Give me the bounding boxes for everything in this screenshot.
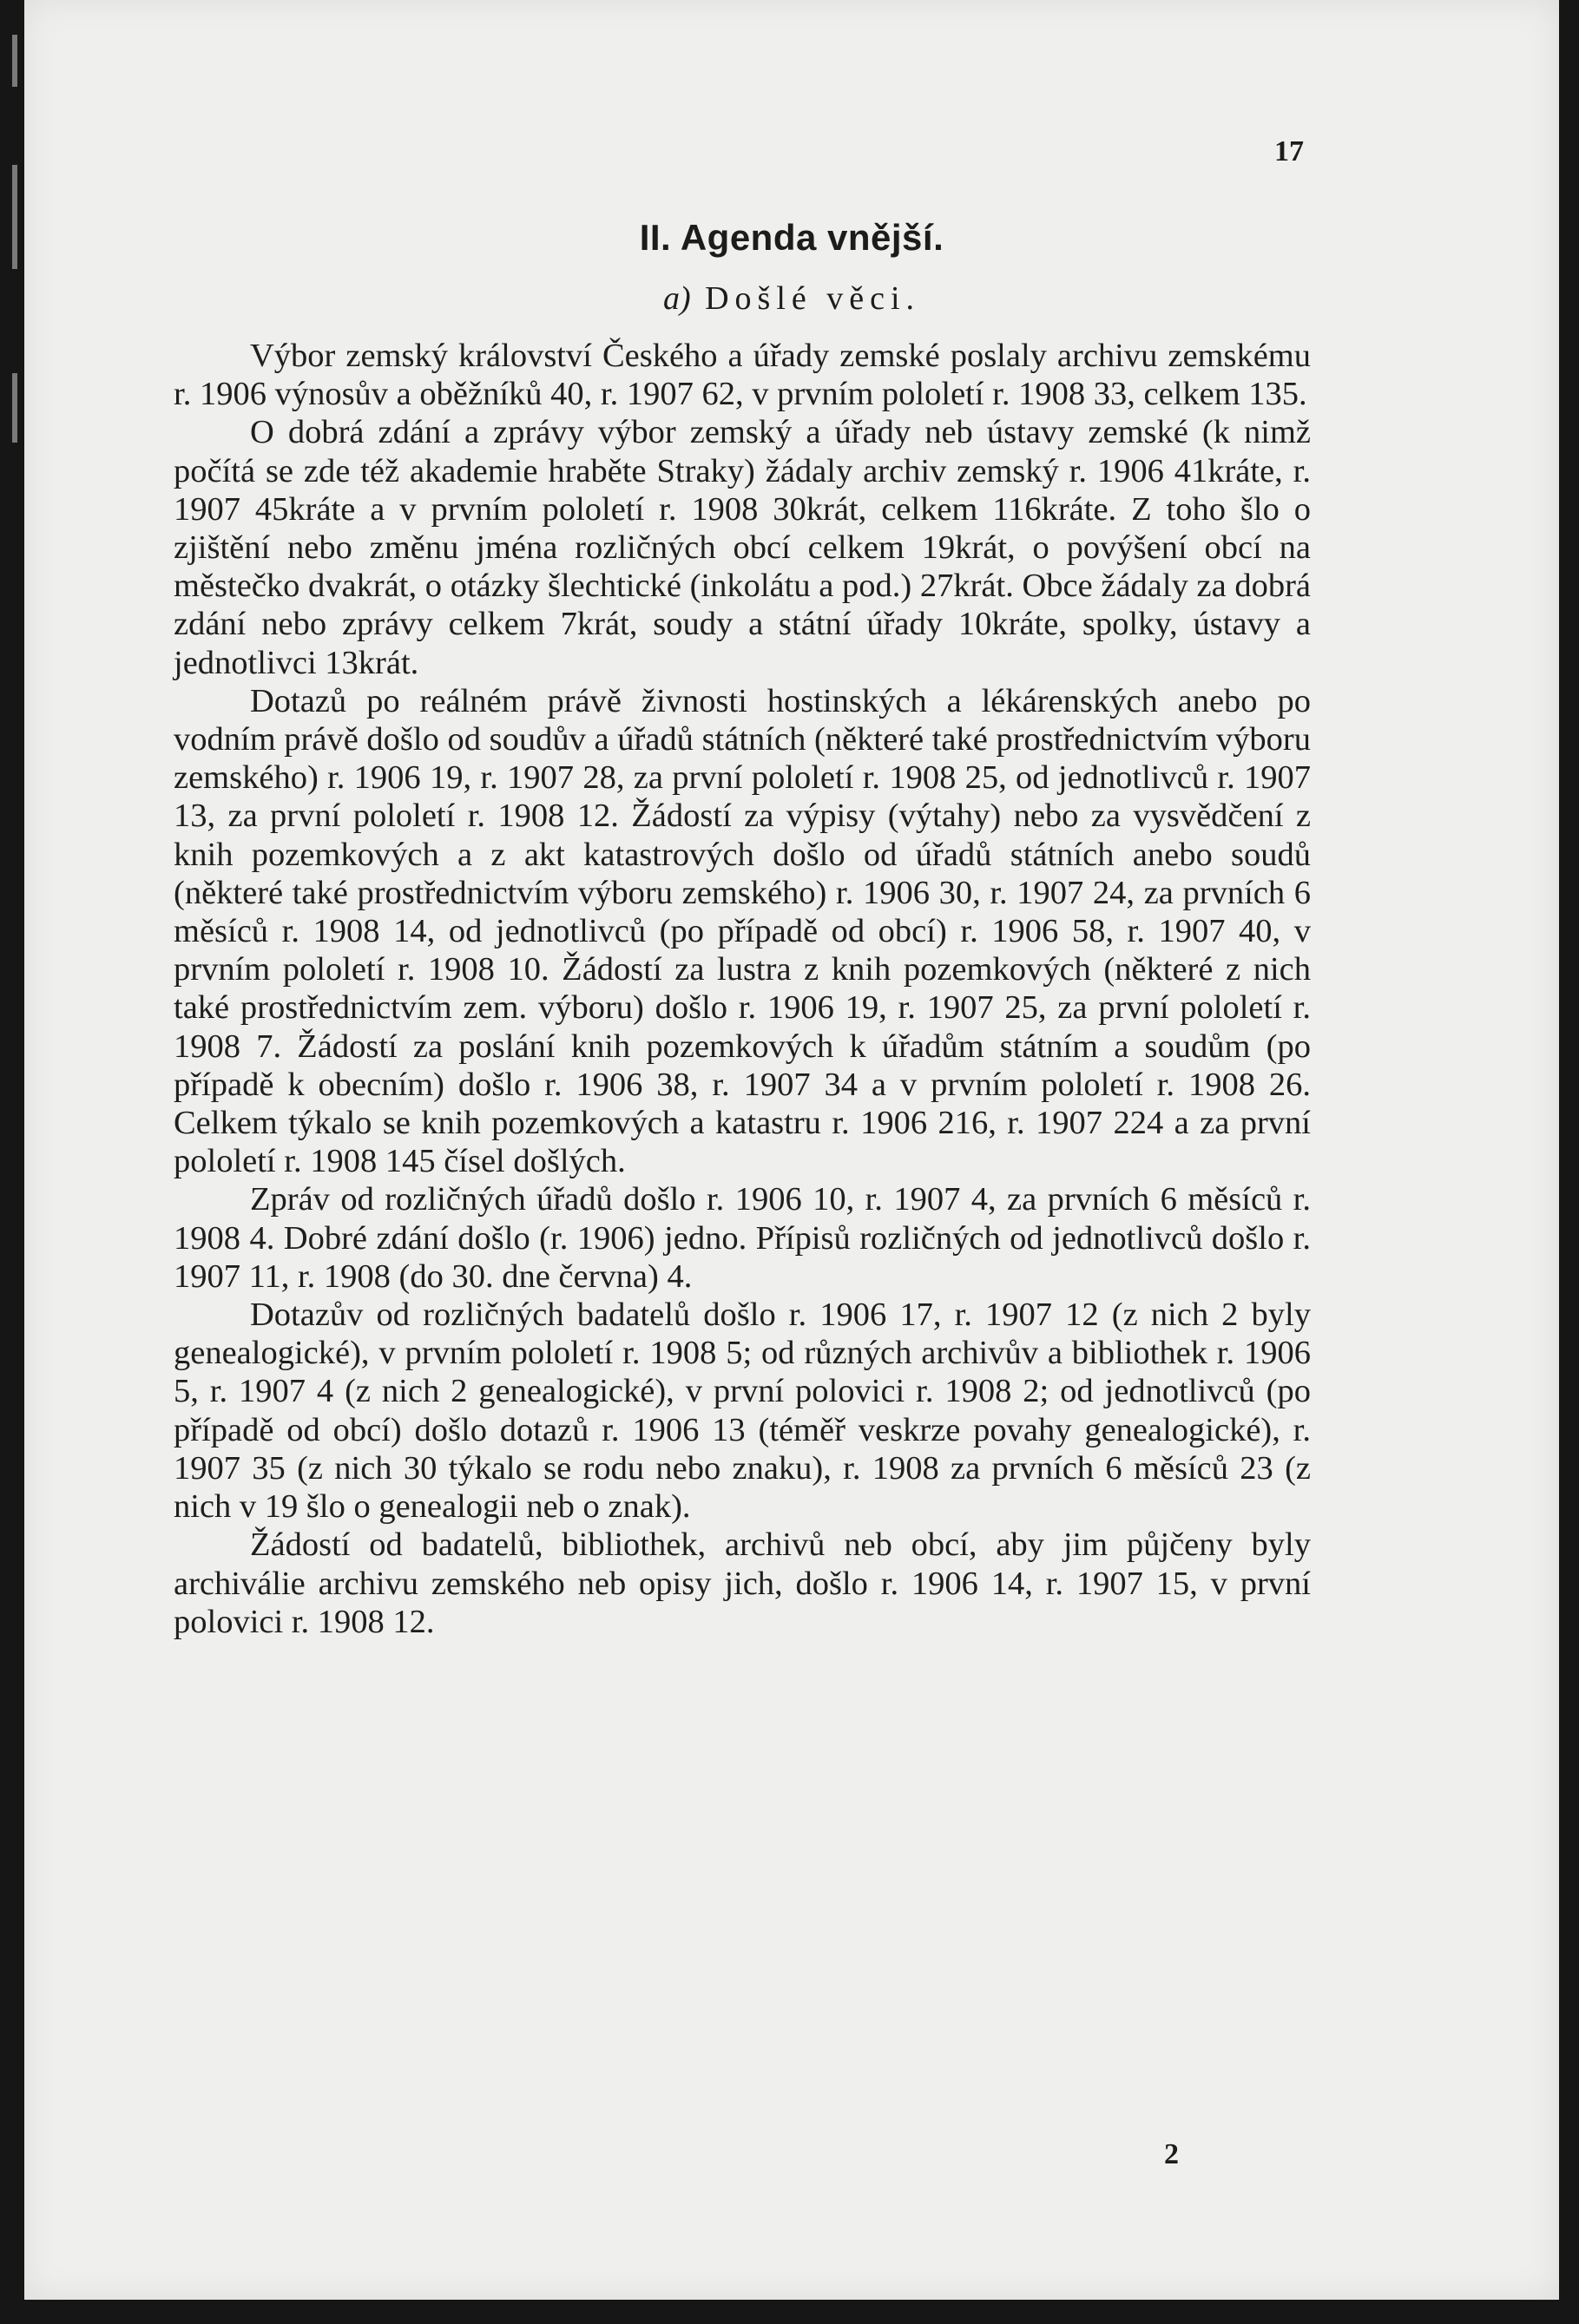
paragraph: Výbor zemský království Českého a úřady zemské poslaly archivu zemskému r. 1906 výnosův a oběžníků 40, r. 1907 62, v prvním pololetí r. 1908 33, celkem 135. <box>174 338 1311 413</box>
scan-edge-mark <box>12 165 17 269</box>
section-heading: II. Agenda vnější. <box>639 217 944 258</box>
paragraph: Zpráv od rozličných úřadů došlo r. 1906 10, r. 1907 4, za prvních 6 měsíců r. 1908 4. Dobré zdání došlo (r. 1906) jedno. Přípisů rozličných od jednotlivců došlo r. 1907 11, r. 1908 (do 30. dne června) 4. <box>174 1181 1311 1295</box>
page-number: 17 <box>1274 135 1304 167</box>
scan-edge-mark <box>12 373 17 443</box>
subsection-title: Došlé věci. <box>705 280 921 317</box>
signature-mark: 2 <box>1164 2138 1179 2170</box>
paragraph: O dobrá zdání a zprávy výbor zemský a úřady neb ústavy zemské (k nimž počítá se zde též akademie hraběte Straky) žádaly archiv zemský r. 1906 41kráte, r. 1907 45kráte a v prvním pololetí r. 1908 30krát, celkem 116kráte. Z toho šlo o zjištění nebo změnu jména rozličných obcí celkem 19krát, o povýšení obcí na městečko dvakrát, o otázky šlechtické (inkolátu a pod.) 27krát. Obce žádaly za dobrá zdání nebo zprávy celkem 7krát, soudy a státní úřady 10kráte, spolky, ústavy a jednotlivci 13krát. <box>174 414 1311 681</box>
document-page <box>24 0 1559 2300</box>
paragraph: Žádostí od badatelů, bibliothek, archivů neb obcí, aby jim půjčeny byly archiválie archivu zemského neb opisy jich, došlo r. 1906 14, r. 1907 15, v první polovici r. 1908 12. <box>174 1526 1311 1640</box>
subsection-heading <box>24 279 1559 318</box>
scan-edge-mark <box>12 35 17 87</box>
subsection-marker: a) <box>662 280 691 317</box>
paragraph: Dotazův od rozličných badatelů došlo r. 1906 17, r. 1907 12 (z nich 2 byly genealogické), v prvním pololetí r. 1908 5; od různých archivův a bibliothek r. 1906 5, r. 1907 4 (z nich 2 genealogické), v první polovici r. 1908 2; od jednotlivců (po případě od obcí) došlo dotazů r. 1906 13 (téměř veskrze povahy genealogické), r. 1907 35 (z nich 30 týkalo se rodu nebo znaku), r. 1908 za prvních 6 měsíců 23 (z nich v 19 šlo o genealogii neb o znak). <box>174 1297 1311 1526</box>
body-text <box>174 337 1311 1641</box>
paragraph: Dotazů po reálném právě živnosti hostinských a lékárenských anebo po vodním právě došlo od soudův a úřadů státních (některé také prostřednictvím výboru zemského) r. 1906 19, r. 1907 28, za první pololetí r. 1908 25, od jednotlivců r. 1907 13, za první pololetí r. 1908 12. Žádostí za výpisy (výtahy) nebo za vysvědčení z knih pozemkových a z akt katastrových došlo od úřadů státních anebo soudů (některé také prostřednictvím výboru zemského) r. 1906 30, r. 1907 24, za prvních 6 měsíců r. 1908 14, od jednotlivců (po případě od obcí) r. 1906 58, r. 1907 40, v prvním pololetí r. 1908 10. Žádostí za lustra z knih pozemkových (některé z nich také prostřednictvím zem. výboru) došlo r. 1906 19, r. 1907 25, za první pololetí r. 1908 7. Žádostí za poslání knih pozemkových k úřadům státním a soudům (po případě k obecním) došlo r. 1906 38, r. 1907 34 a v prvním pololetí r. 1908 26. Celkem týkalo se knih pozemkových a katastru r. 1906 216, r. 1907 224 a za první pololetí r. 1908 145 čísel došlých. <box>174 682 1311 1180</box>
